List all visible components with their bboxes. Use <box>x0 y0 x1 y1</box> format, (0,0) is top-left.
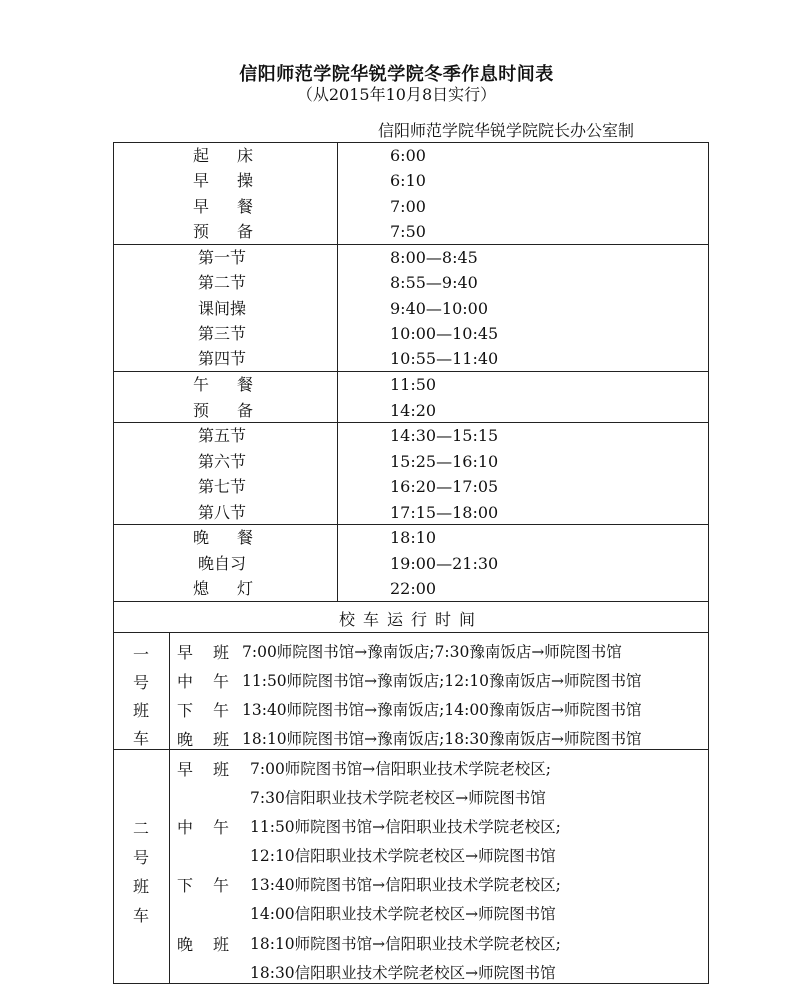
bus-route: 7:30信阳职业技术学院老校区→师院图书馆 <box>250 789 546 807</box>
label-char: 晚 <box>193 528 210 547</box>
bus-slot-tag <box>177 640 229 663</box>
schedule-item-time: 14:30—15:15 <box>390 426 499 445</box>
schedule-item-time: 8:55—9:40 <box>390 273 478 292</box>
column-divider <box>169 632 170 984</box>
schedule-item-label: 第七节 <box>198 477 247 496</box>
label-char: 预 <box>193 222 210 241</box>
row-divider <box>113 244 709 245</box>
bus-slot-tag <box>177 669 229 692</box>
line2-label-char: 二 <box>132 819 149 838</box>
label-char: 备 <box>236 222 253 241</box>
tag-char: 班 <box>212 935 229 954</box>
tag-char: 下 <box>177 701 194 720</box>
schedule-item-time: 6:10 <box>390 171 426 190</box>
bus-route: 7:00师院图书馆→信阳职业技术学院老校区; <box>250 760 552 778</box>
bus-slot-tag <box>177 698 229 721</box>
bus-route: 18:30信阳职业技术学院老校区→师院图书馆 <box>250 964 556 982</box>
row-divider <box>113 524 709 525</box>
schedule-item-label: 第五节 <box>198 426 247 445</box>
schedule-item-time: 7:00 <box>390 197 426 216</box>
bus-slot-tag <box>177 727 229 750</box>
schedule-item-time: 6:00 <box>390 146 426 165</box>
schedule-item-label <box>193 374 253 396</box>
label-char: 预 <box>193 401 210 420</box>
bus-route: 18:10师院图书馆→信阳职业技术学院老校区; <box>250 935 561 953</box>
bus-route: 18:10师院图书馆→豫南饭店;18:30豫南饭店→师院图书馆 <box>242 730 642 748</box>
bus-slot-tag <box>177 932 229 955</box>
tag-char: 晚 <box>177 935 194 954</box>
label-char: 早 <box>193 197 210 216</box>
tag-char: 中 <box>177 672 194 691</box>
label-char: 灯 <box>236 579 253 598</box>
schedule-item-label <box>193 196 253 218</box>
bus-slot-tag <box>177 757 229 780</box>
tag-char: 早 <box>177 760 194 779</box>
line1-label-char: 一 <box>132 645 149 664</box>
row-divider <box>113 601 709 602</box>
label-char: 早 <box>193 171 210 190</box>
schedule-item-time: 8:00—8:45 <box>390 248 478 267</box>
line1-label-char: 号 <box>132 673 149 692</box>
schedule-item-time: 10:55—11:40 <box>390 349 499 368</box>
bus-slot-tag <box>177 873 229 896</box>
bus-section-title: 校车运行时间 <box>338 610 483 629</box>
schedule-item-label <box>193 221 253 243</box>
schedule-item-label: 第四节 <box>198 349 247 368</box>
schedule-item-label: 第六节 <box>198 452 247 471</box>
bus-slot-tag <box>177 815 229 838</box>
schedule-item-time: 16:20—17:05 <box>390 477 499 496</box>
line2-label-char: 班 <box>132 877 149 896</box>
label-char: 餐 <box>236 197 253 216</box>
schedule-item-time: 14:20 <box>390 401 437 420</box>
bus-route: 14:00信阳职业技术学院老校区→师院图书馆 <box>250 905 556 923</box>
bus-route: 13:40师院图书馆→豫南饭店;14:00豫南饭店→师院图书馆 <box>242 701 642 719</box>
line1-label-char: 车 <box>132 729 149 748</box>
label-char: 餐 <box>236 528 253 547</box>
label-char: 午 <box>193 375 210 394</box>
tag-char: 午 <box>212 818 229 837</box>
schedule-item-label: 第三节 <box>198 324 247 343</box>
schedule-item-label: 第八节 <box>198 503 247 522</box>
page-title: 信阳师范学院华锐学院冬季作息时间表 <box>239 64 554 85</box>
row-divider <box>113 632 709 633</box>
schedule-item-time: 18:10 <box>390 528 437 547</box>
bus-route: 7:00师院图书馆→豫南饭店;7:30豫南饭店→师院图书馆 <box>242 643 622 661</box>
label-char: 备 <box>236 401 253 420</box>
schedule-item-label: 第二节 <box>198 273 247 292</box>
schedule-item-time: 10:00—10:45 <box>390 324 499 343</box>
tag-char: 午 <box>212 701 229 720</box>
bus-route: 11:50师院图书馆→信阳职业技术学院老校区; <box>250 818 561 836</box>
schedule-item-time: 22:00 <box>390 579 437 598</box>
bus-route: 12:10信阳职业技术学院老校区→师院图书馆 <box>250 847 556 865</box>
line2-label-char: 号 <box>132 848 149 867</box>
tag-char: 晚 <box>177 730 194 749</box>
schedule-item-time: 19:00—21:30 <box>390 554 499 573</box>
label-char: 熄 <box>193 579 210 598</box>
schedule-item-time: 9:40—10:00 <box>390 299 489 318</box>
schedule-item-time: 17:15—18:00 <box>390 503 499 522</box>
issuer-line: 信阳师范学院华锐学院院长办公室制 <box>378 121 635 140</box>
schedule-item-label <box>193 578 253 600</box>
tag-char: 班 <box>212 760 229 779</box>
schedule-item-label <box>193 527 253 549</box>
schedule-item-time: 7:50 <box>390 222 426 241</box>
bus-route: 11:50师院图书馆→豫南饭店;12:10豫南饭店→师院图书馆 <box>242 672 642 690</box>
tag-char: 早 <box>177 643 194 662</box>
column-divider <box>337 142 338 601</box>
page-subtitle: （从2015年10月8日实行） <box>296 85 497 104</box>
tag-char: 中 <box>177 818 194 837</box>
label-char: 床 <box>236 146 253 165</box>
schedule-item-time: 11:50 <box>390 375 437 394</box>
schedule-item-label: 晚自习 <box>198 554 247 573</box>
schedule-item-label <box>193 170 253 192</box>
tag-char: 午 <box>212 672 229 691</box>
label-char: 起 <box>193 146 210 165</box>
schedule-item-label <box>193 145 253 167</box>
schedule-item-time: 15:25—16:10 <box>390 452 499 471</box>
schedule-item-label: 第一节 <box>198 248 247 267</box>
tag-char: 班 <box>212 643 229 662</box>
row-divider <box>113 371 709 372</box>
schedule-item-label: 课间操 <box>198 299 247 318</box>
line2-label-char: 车 <box>132 906 149 925</box>
tag-char: 班 <box>212 730 229 749</box>
tag-char: 午 <box>212 876 229 895</box>
line1-label-char: 班 <box>132 701 149 720</box>
tag-char: 下 <box>177 876 194 895</box>
label-char: 操 <box>236 171 253 190</box>
label-char: 餐 <box>236 375 253 394</box>
row-divider <box>113 422 709 423</box>
bus-route: 13:40师院图书馆→信阳职业技术学院老校区; <box>250 876 561 894</box>
schedule-item-label <box>193 400 253 422</box>
